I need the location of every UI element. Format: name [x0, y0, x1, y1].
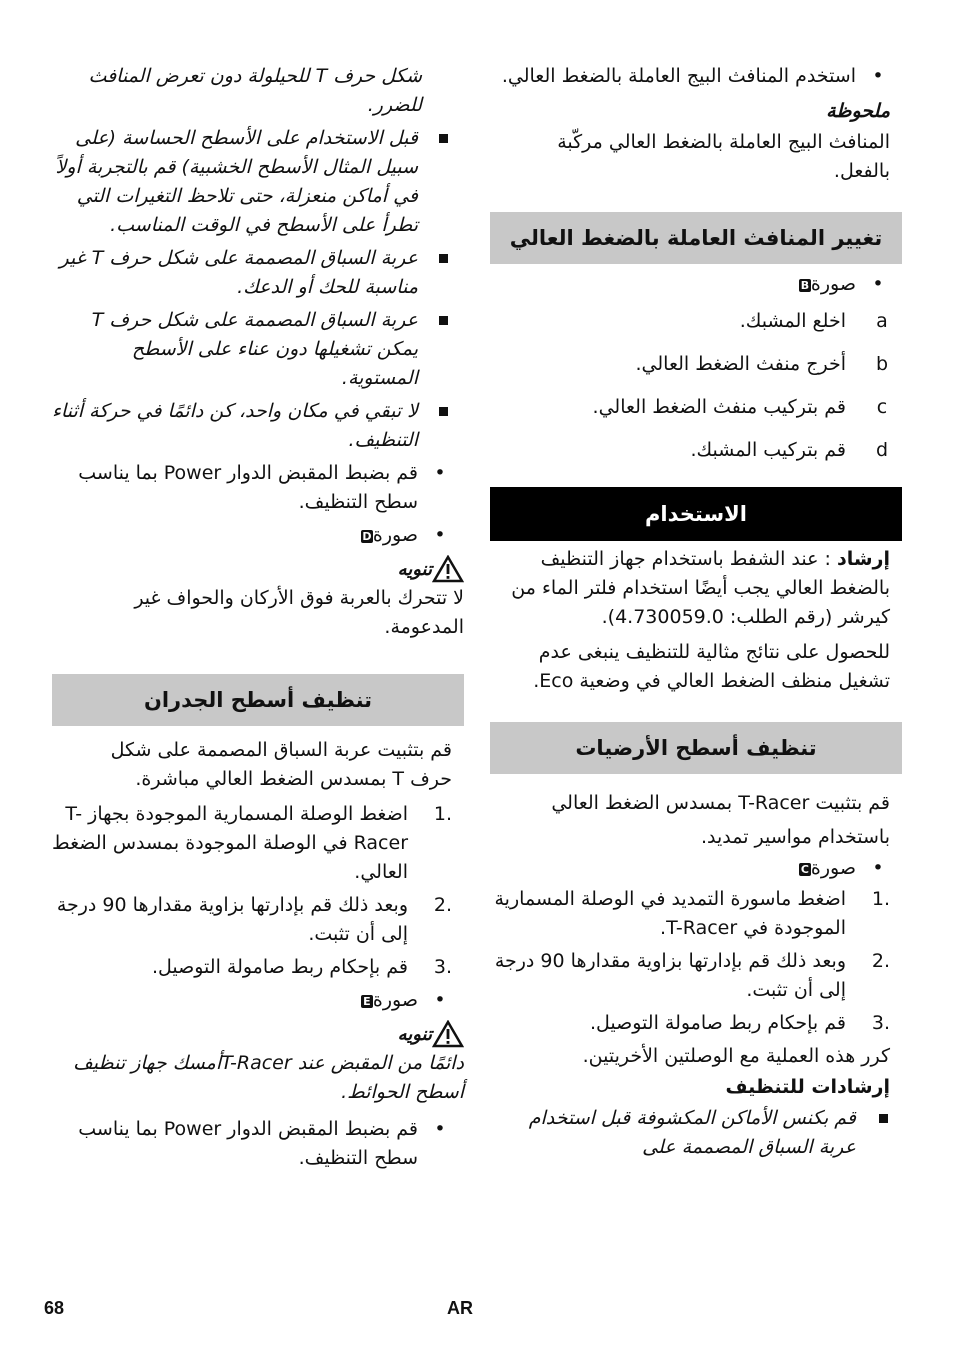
figure-badge-icon: D	[362, 530, 372, 543]
bullet-dot: •	[872, 273, 884, 295]
caution-label: تنويه	[397, 1023, 432, 1045]
tip-text: قم بكنس الأماكن المكشوفة قبل استخدام عربة السباق المصممة على	[528, 1107, 856, 1158]
square-bullet-icon	[439, 254, 448, 263]
tip-text: عربة السباق المصممة على شكل حرف T يمكن تشغيلها دون عناء على الأسطح المستوية.	[91, 309, 418, 389]
section-heading-floor: تنظيف أسطح الأرضيات	[490, 722, 902, 774]
section-heading-walls: تنظيف أسطح الجدران	[52, 674, 464, 726]
figure-label: صورة	[810, 857, 856, 879]
walls-intro: قم بتثبيت عربة السباق المصممة على شكل حرف T بمسدس الضغط العالي مباشرة.	[110, 739, 452, 790]
step-text: قم بإحكام ربط صامولة التوصيل.	[151, 956, 408, 978]
step-item	[52, 800, 464, 887]
step-number: 3.	[433, 956, 452, 978]
tip-item	[490, 1104, 902, 1162]
step-number: 1.	[871, 888, 890, 910]
note-text: المنافث البيج العاملة بالضغط العالي مركّبة بالفعل.	[557, 131, 890, 182]
tip-item	[52, 306, 464, 393]
step-letter: d	[875, 439, 889, 461]
bullet-text: قم بضبط المقبض الدوار Power بما يناسب سطح التنظيف.	[78, 1118, 418, 1169]
caution-label: تنويه	[397, 558, 432, 580]
caution-text: لا تتحرك بالعربة فوق الأركان والحواف غير المدعومة.	[134, 587, 464, 638]
right-column	[490, 62, 902, 1166]
step-number: 2.	[871, 950, 890, 972]
warning-triangle-icon	[432, 555, 464, 583]
step-text: اضغط ماسورة التمديد في الوصلة المسمارية الموجودة في T-Racer.	[494, 888, 846, 939]
caution-heading	[52, 554, 464, 584]
step-text: وبعد ذلك قم بإدارتها بزاوية مقدارها 90 درجة إلى أن تثبت.	[56, 894, 408, 945]
eco-text: للحصول على نتائج مثالية للتنظيف ينبغى عدم تشغيل منظف الضغط العالي في وضعية Eco.	[533, 641, 890, 692]
figure-ref-e	[52, 986, 464, 1015]
tips-title: إرشادات للتنظيف	[725, 1076, 890, 1098]
step-text: قم بتركيب المشبك.	[690, 439, 846, 461]
step-item	[490, 1009, 902, 1038]
warning-triangle-icon	[432, 1020, 464, 1048]
page-number: 68	[44, 1298, 65, 1318]
figure-ref-c	[490, 854, 902, 883]
tip-text: لا تبقي في مكان واحد، كن دائمًا في حركة أثناء التنظيف.	[51, 400, 418, 451]
tip-item	[52, 124, 464, 240]
bullet-text: قم بضبط المقبض الدوار Power بما يناسب سطح التنظيف.	[78, 462, 418, 513]
step-number: 3.	[871, 1012, 890, 1034]
step-text: وبعد ذلك قم بإدارتها بزاوية مقدارها 90 درجة إلى أن تثبت.	[494, 950, 846, 1001]
step-text: قم بتركيب منفث الضغط العالي.	[592, 396, 846, 418]
step-letter: b	[875, 353, 889, 375]
step-text: أخرج منفث الضغط العالي.	[635, 353, 846, 375]
hint-text: : عند الشفط باستخدام جهاز التنظيف بالضغط العالي يجب أيضًا استخدام فلتر الماء من كيرشر (رقم الطلب: 4.730059.0).	[511, 548, 890, 628]
square-bullet-icon	[439, 134, 448, 143]
figure-badge-icon: E	[361, 995, 373, 1008]
tip-text: قبل الاستخدام على الأسطح الحساسة (على سبيل المثال الأسطح الخشبية) قم بالتجربة أولاً في أماكن منعزلة، حتى تلاحظ التغيرات التي تطرأ على الأسطح في الوقت المناسب.	[55, 127, 418, 236]
bullet-dot: •	[434, 989, 446, 1011]
caution-text: دائمًا من المقبض عند T-Racerأمسك جهاز تنظيف أسطح الحوائط.	[73, 1052, 464, 1103]
bullet-item	[52, 1115, 464, 1173]
figure-badge-icon: C	[800, 863, 809, 876]
step-text: اضغط الوصلة المسمارية الموجودة بجهاز T-Racer في الوصلة الموجودة بمسدس الضغط العالي.	[52, 803, 408, 883]
figure-label: صورة	[372, 989, 418, 1011]
step-item	[490, 393, 902, 422]
step-item	[490, 350, 902, 379]
step-letter: a	[876, 310, 888, 332]
repeat-text: كرر هذه العملية مع الوصلتين الأخريتين.	[582, 1045, 890, 1067]
caution-heading	[52, 1019, 464, 1049]
figure-badge-icon: B	[800, 279, 810, 292]
floor-intro-line-2: باستخدام مواسير تمديد.	[700, 826, 890, 848]
step-text: اخلع المشبك.	[739, 310, 846, 332]
tip-continuation: شكل حرف T للحيلولة دون تعرض المنافث للضرر.	[88, 65, 422, 116]
step-item	[490, 307, 902, 336]
usage-hint	[490, 545, 902, 632]
hint-label: إرشاد	[836, 548, 890, 570]
step-text: قم بإحكام ربط صامولة التوصيل.	[589, 1012, 846, 1034]
floor-intro-line-1: قم بتثبيت T-Racer بمسدس الضغط العالي	[551, 792, 890, 814]
figure-ref-b	[490, 270, 902, 299]
square-bullet-icon	[879, 1114, 888, 1123]
language-code: AR	[447, 1298, 473, 1318]
square-bullet-icon	[439, 407, 448, 416]
section-heading-usage: الاستخدام	[490, 487, 902, 541]
bullet-text: استخدم المنافث البيج العاملة بالضغط العالي.	[501, 65, 856, 87]
bullet-dot: •	[434, 524, 446, 546]
bullet-dot: •	[434, 462, 446, 484]
step-number: 2.	[433, 894, 452, 916]
square-bullet-icon	[439, 316, 448, 325]
tip-item	[52, 244, 464, 302]
bullet-dot: •	[872, 65, 884, 87]
step-letter: c	[876, 396, 888, 418]
bullet-item	[490, 62, 902, 91]
figure-ref-d	[52, 521, 464, 550]
step-item	[52, 953, 464, 982]
bullet-item	[52, 459, 464, 517]
note-title: ملحوظة	[826, 100, 890, 122]
bullet-dot: •	[872, 857, 884, 879]
step-item	[490, 947, 902, 1005]
tip-item	[52, 397, 464, 455]
section-heading-change-nozzles: تغيير المنافث العاملة بالضغط العالي	[490, 212, 902, 264]
figure-label: صورة	[372, 524, 418, 546]
tip-text: عربة السباق المصممة على شكل حرف T غير مناسبة للحك أو الدعك.	[59, 247, 418, 298]
step-item	[490, 885, 902, 943]
figure-label: صورة	[810, 273, 856, 295]
step-item	[490, 436, 902, 465]
step-item	[52, 891, 464, 949]
step-number: 1.	[433, 803, 452, 825]
left-column	[52, 62, 464, 1177]
bullet-dot: •	[434, 1118, 446, 1140]
